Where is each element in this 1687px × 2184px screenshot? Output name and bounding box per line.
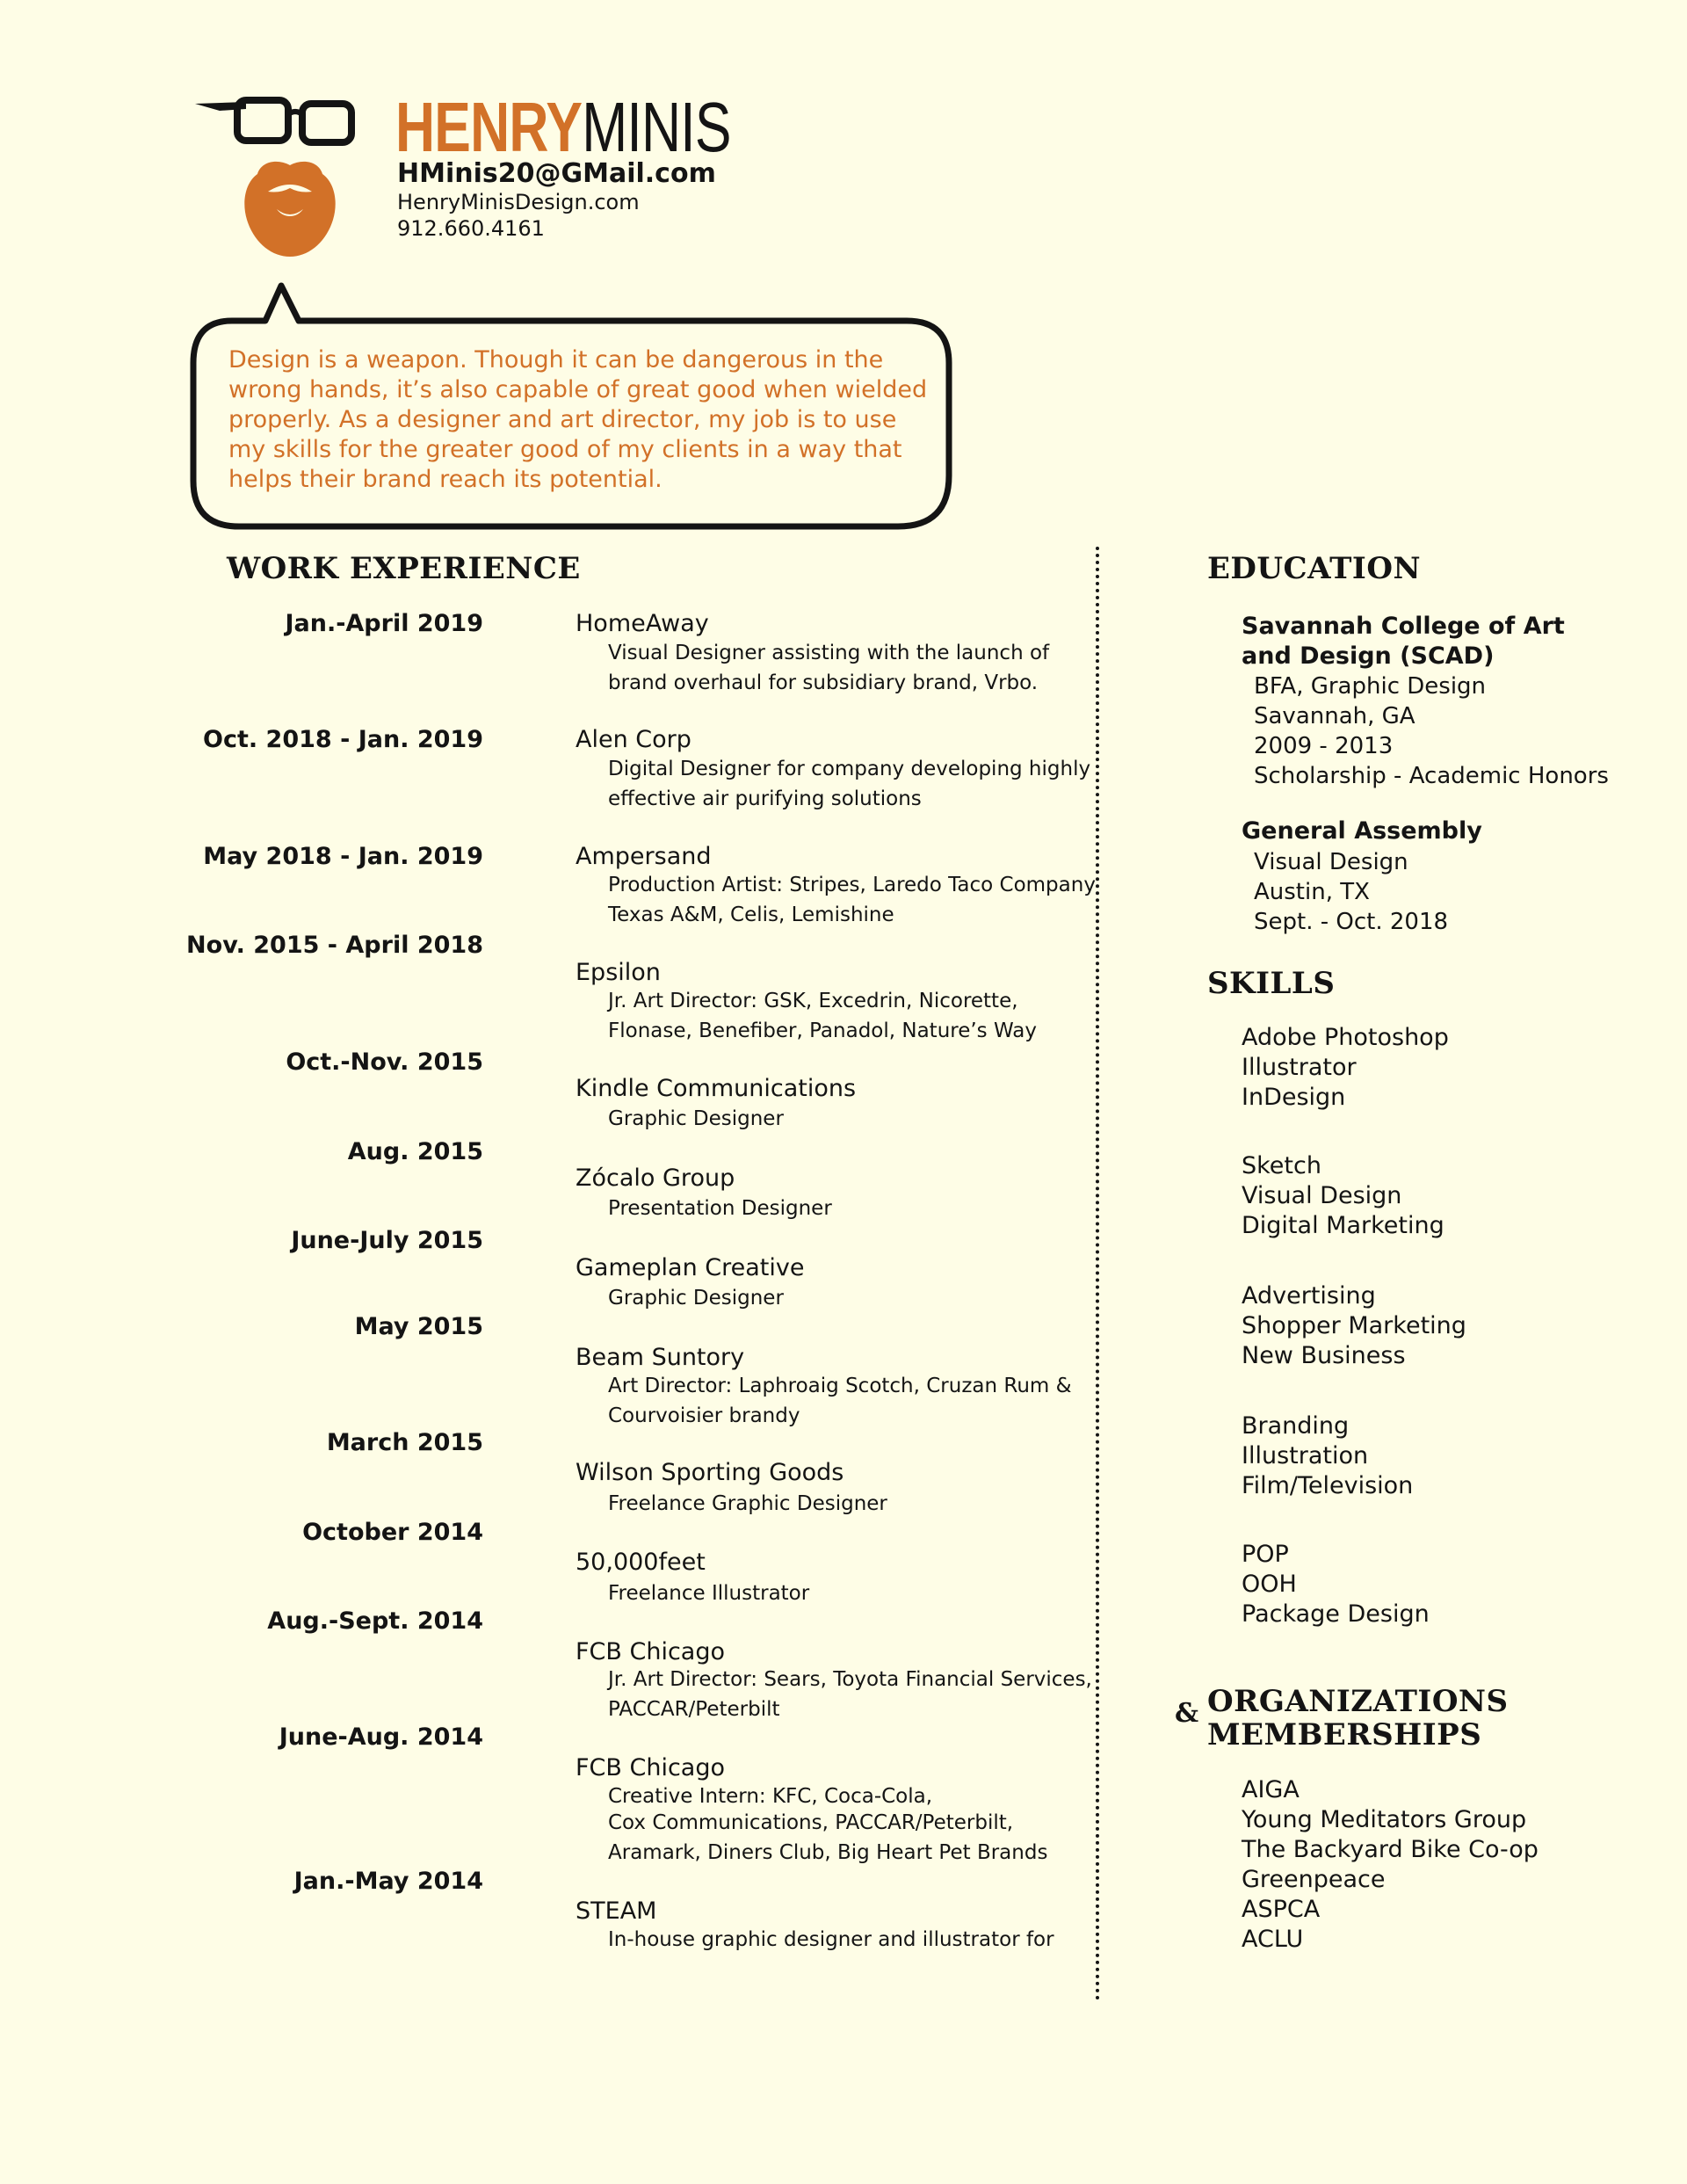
skill-item: Illustrator (1242, 1054, 1357, 1081)
job-date: Jan.-April 2019 (285, 610, 483, 637)
job-date: March 2015 (326, 1429, 483, 1456)
work-experience-title: WORK EXPERIENCE (227, 551, 581, 586)
last-name: MINIS (582, 88, 731, 166)
job-description: Jr. Art Director: GSK, Excedrin, Nicorette, Flonase, Benefiber, Panadol, Nature’s Way (608, 990, 1037, 1042)
job-date: June-Aug. 2014 (279, 1723, 483, 1751)
skill-item: InDesign (1242, 1084, 1346, 1111)
job-description: Visual Designer assisting with the launch of brand overhaul for subsidiary brand, Vrbo. (608, 642, 1050, 694)
job-description: In-house graphic designer and illustrator for (608, 1928, 1054, 1951)
school-years: 2009 - 2013 (1254, 733, 1394, 759)
name-heading (395, 88, 731, 167)
job-date: May 2018 - Jan. 2019 (203, 843, 483, 870)
school-location: Savannah, GA (1254, 703, 1415, 729)
skill-item: POP (1242, 1541, 1289, 1568)
school-location: Austin, TX (1254, 879, 1370, 905)
skill-item: Sketch (1242, 1152, 1321, 1179)
job-company: Wilson Sporting Goods (576, 1459, 844, 1486)
skill-item: Package Design (1242, 1600, 1430, 1628)
job-description-line: Aramark, Diners Club, Big Heart Pet Brands (608, 1841, 1048, 1864)
skill-item: New Business (1242, 1342, 1406, 1369)
phone-number: 912.660.4161 (397, 216, 545, 241)
organization-item: ACLU (1242, 1926, 1304, 1953)
skill-item: Visual Design (1242, 1182, 1402, 1209)
job-company: FCB Chicago (576, 1754, 726, 1781)
skill-item: Shopper Marketing (1242, 1312, 1466, 1339)
job-company: Zócalo Group (576, 1165, 735, 1192)
job-description: Presentation Designer (608, 1197, 832, 1220)
organizations-title: ORGANIZATIONS (1207, 1684, 1509, 1719)
job-company: STEAM (576, 1897, 657, 1925)
school-years: Sept. - Oct. 2018 (1254, 909, 1449, 935)
job-company: Ampersand (576, 843, 712, 870)
job-description: Production Artist: Stripes, Laredo Taco Company Texas A&M, Celis, Lemishine (608, 874, 1096, 926)
organization-item: ASPCA (1242, 1896, 1321, 1923)
email-link[interactable]: HMinis20@GMail.com (397, 158, 716, 189)
organization-item: AIGA (1242, 1776, 1300, 1803)
job-date: Nov. 2015 - April 2018 (186, 932, 483, 959)
glasses-icon (193, 95, 360, 152)
ampersand: & (1175, 1698, 1199, 1729)
school-name: General Assembly (1242, 817, 1482, 845)
job-date: Oct. 2018 - Jan. 2019 (203, 726, 483, 753)
organization-item: Young Meditators Group (1242, 1806, 1527, 1833)
job-date: Aug.-Sept. 2014 (267, 1607, 483, 1635)
memberships-title: MEMBERSHIPS (1207, 1717, 1482, 1752)
organization-item: Greenpeace (1242, 1866, 1386, 1893)
skill-item: Digital Marketing (1242, 1212, 1444, 1239)
job-company: Epsilon (576, 959, 661, 986)
job-date: June-July 2015 (291, 1227, 483, 1254)
job-company: Gameplan Creative (576, 1254, 805, 1281)
job-company: FCB Chicago (576, 1638, 726, 1665)
skills-title: SKILLS (1207, 966, 1336, 1001)
job-description: Graphic Designer (608, 1287, 784, 1310)
school-honors: Scholarship - Academic Honors (1254, 763, 1609, 789)
job-description: Digital Designer for company developing highly effective air purifying solutions (608, 758, 1091, 810)
job-description: Freelance Illustrator (608, 1582, 810, 1605)
job-date: Oct.-Nov. 2015 (286, 1048, 483, 1076)
skill-item: Branding (1242, 1412, 1350, 1440)
skill-item: Adobe Photoshop (1242, 1024, 1449, 1051)
beard-icon (242, 158, 338, 259)
job-description-line: Creative Intern: KFC, Coca-Cola, (608, 1785, 933, 1808)
organization-item: The Backyard Bike Co-op (1242, 1836, 1539, 1863)
job-date: October 2014 (302, 1519, 483, 1546)
job-company: Alen Corp (576, 726, 691, 753)
skill-item: Advertising (1242, 1282, 1376, 1310)
job-description: Jr. Art Director: Sears, Toyota Financial Services, PACCAR/Peterbilt (608, 1668, 1092, 1721)
job-description-line: Cox Communications, PACCAR/Peterbilt, (608, 1811, 1014, 1834)
job-description: Freelance Graphic Designer (608, 1492, 887, 1515)
job-company: Beam Suntory (576, 1344, 745, 1371)
website-link[interactable]: HenryMinisDesign.com (397, 190, 640, 214)
school-degree: BFA, Graphic Design (1254, 673, 1487, 700)
skill-item: OOH (1242, 1571, 1297, 1598)
job-company: 50,000feet (576, 1549, 706, 1576)
job-company: HomeAway (576, 610, 709, 637)
job-description (608, 1781, 1100, 1868)
column-divider (1096, 547, 1099, 2001)
job-company: Kindle Communications (576, 1075, 857, 1102)
first-name: HENRY (395, 88, 583, 166)
education-title: EDUCATION (1207, 551, 1422, 586)
school-name: Savannah College of Art and Design (SCAD) (1242, 613, 1565, 670)
job-description: Art Director: Laphroaig Scotch, Cruzan Rum & Courvoisier brandy (608, 1375, 1072, 1427)
job-date: Aug. 2015 (347, 1138, 483, 1165)
job-date: May 2015 (354, 1313, 483, 1340)
skill-item: Illustration (1242, 1442, 1369, 1469)
school-degree: Visual Design (1254, 849, 1408, 875)
job-description: Graphic Designer (608, 1107, 784, 1130)
personal-statement: Design is a weapon. Though it can be dangerous in the wrong hands, it’s also capable of great good when wielded properly. As a designer and art director, my job is to use my skills for the greater good of my clients in a way that helps their brand reach its potential. (228, 346, 928, 493)
job-date: Jan.-May 2014 (293, 1868, 483, 1895)
skill-item: Film/Television (1242, 1472, 1414, 1499)
